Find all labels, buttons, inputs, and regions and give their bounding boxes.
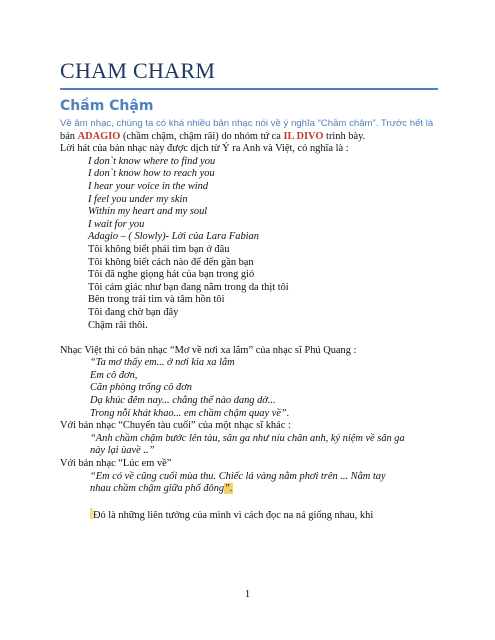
page-number: 1 bbox=[244, 588, 251, 600]
lyric-vi-line: Tôi đã nghe giọng hát của bạn trong gió bbox=[88, 269, 255, 281]
paragraph-gap bbox=[60, 496, 450, 509]
document-title: CHAM CHARM bbox=[60, 58, 216, 83]
highlighted-text: ”. bbox=[224, 483, 233, 495]
lyric-vi-line: Tôi cảm giác như bạn đang nằm trong da thịt tôi bbox=[88, 281, 289, 293]
paragraph-2-intro: Nhạc Việt thì có bản nhạc “Mơ về nơi xa lắm” của nhạc sĩ Phú Quang : bbox=[60, 344, 357, 356]
closing-line bbox=[60, 508, 450, 521]
lyric-en-line: I don`t know where to find you bbox=[88, 155, 216, 167]
section-heading: Chầm Chậm bbox=[60, 98, 154, 114]
lyric-en-line: I wait for you bbox=[88, 218, 145, 230]
quote-line: Dạ khúc đêm nay... chẳng thể nào dang dở... bbox=[90, 395, 276, 407]
lyric-vi-line: Bên trong trái tim và tâm hồn tôi bbox=[88, 294, 225, 306]
lyric-vi-line: Tôi không biết phải tìm bạn ở đâu bbox=[88, 243, 230, 255]
document-body bbox=[60, 118, 450, 521]
quote-text: nhau chầm chậm giữa phố đông bbox=[90, 483, 225, 495]
quote-line: “Anh chầm chậm bước lên tàu, sân ga như níu chân anh, kỷ niệm về sân ga bbox=[90, 432, 405, 444]
quote-line: Trong nỗi khát khao... em chầm chậm quay về”. bbox=[90, 407, 290, 419]
lyric-en-line: I hear your voice in the wind bbox=[88, 180, 209, 192]
intro-text: (chầm chậm, chậm rãi) do nhóm tứ ca bbox=[120, 130, 284, 142]
title-underline bbox=[60, 88, 438, 90]
quote-line: Em cô đơn, bbox=[90, 369, 138, 381]
intro-line-2 bbox=[60, 131, 450, 144]
quote-line bbox=[60, 483, 450, 496]
lyric-vi-line: Tôi đang chờ bạn đây bbox=[88, 306, 179, 318]
intro-text: trình bày. bbox=[323, 130, 366, 142]
intro-line-3: Lời hát của bản nhạc này được dịch từ Ý ra Anh và Việt, có nghĩa là : bbox=[60, 143, 349, 155]
lyric-vi-line: Chậm rãi thôi. bbox=[88, 319, 148, 331]
paragraph-gap bbox=[60, 332, 450, 345]
intro-line-1: Về âm nhạc, chúng ta có khá nhiều bản nhạc nói về ý nghĩa “Chầm chậm”. Trước hết là bbox=[60, 118, 434, 129]
quote-line: “Ta mơ thấy em... ở nơi kia xa lắm bbox=[90, 357, 235, 369]
lyric-vi-line: Tôi không biết cách nào để đến gần bạn bbox=[88, 256, 254, 268]
quote-line: “Em có về cũng cuối mùa thu. Chiếc lá vàng nằm phơi trên ... Nằm tay bbox=[90, 470, 386, 482]
lyric-attribution: Adagio – ( Slowly)- Lời của Lara Fabian bbox=[88, 231, 259, 243]
quote-line: Căn phòng trống cô đơn bbox=[90, 382, 192, 394]
lyric-en-line: Within my heart and my soul bbox=[88, 206, 208, 218]
lyric-en-line: I don`t know how to reach you bbox=[88, 168, 215, 180]
quote-line: này lại ùavề ..” bbox=[90, 445, 155, 457]
paragraph-4-intro: Với bản nhạc “Lúc em về” bbox=[60, 458, 172, 470]
paragraph-3-intro: Với bản nhạc “Chuyến tàu cuối” của một nhạc sĩ khác : bbox=[60, 420, 291, 432]
intro-text: bản bbox=[60, 130, 78, 142]
lyric-en-line: I feel you under my skin bbox=[88, 193, 188, 205]
keyword-il-divo: IL DIVO bbox=[283, 130, 324, 142]
keyword-adagio: ADAGIO bbox=[77, 130, 121, 142]
closing-text: Đó là những liên tưởng của mình vì cách đọc na ná giống nhau, khi bbox=[93, 510, 374, 522]
